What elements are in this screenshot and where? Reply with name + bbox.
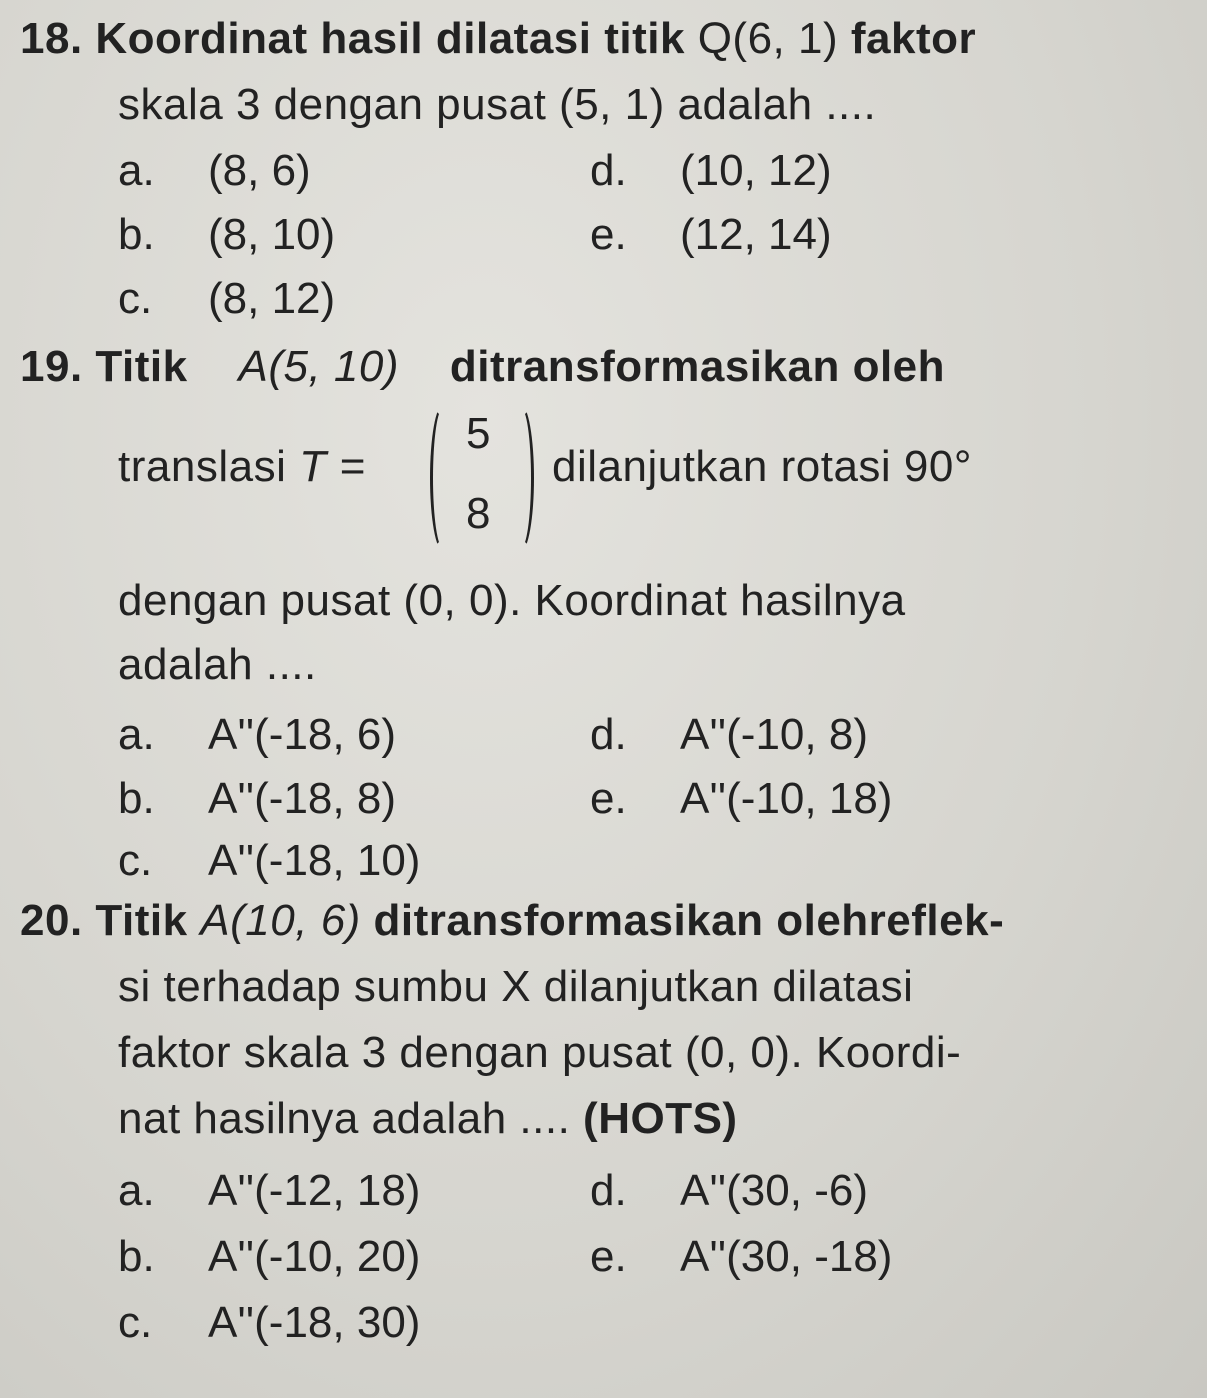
q19-translation-vector [430,405,530,545]
option-text: (10, 12) [680,146,832,195]
q18-option-b[interactable] [118,208,335,262]
q20-text-4: faktor skala 3 dengan pusat (0, 0). Koordi- [118,1028,962,1077]
option-text: (12, 14) [680,210,832,259]
q20-option-b[interactable] [118,1230,420,1284]
option-text: A''(-18, 10) [208,836,421,885]
option-text: A''(-10, 8) [680,710,868,759]
option-letter: d. [590,146,627,195]
hots-tag: (HOTS) [583,1094,738,1143]
q19-text-1: Titik [95,342,188,391]
q18-point: Q(6, 1) [697,14,839,63]
q20-option-c[interactable] [118,1296,420,1350]
option-text: A''(-12, 18) [208,1166,421,1215]
option-letter: a. [118,710,155,759]
option-letter: c. [118,274,153,323]
option-text: (8, 10) [208,210,336,259]
q19-option-d[interactable] [590,708,868,762]
option-letter: d. [590,1166,627,1215]
q20-option-d[interactable] [590,1164,868,1218]
option-letter: b. [118,1232,155,1281]
q19-point: A(5, 10) [238,342,399,391]
q19-option-a[interactable] [118,708,396,762]
q20-line2 [118,960,913,1014]
q20-text-5: nat hasilnya adalah .... [118,1094,571,1143]
q19-text-2: ditransformasikan oleh [449,342,946,391]
q20-option-a[interactable] [118,1164,420,1218]
option-text: A''(-18, 30) [208,1298,421,1347]
q19-line2-post [552,440,972,494]
option-letter: b. [118,774,155,823]
option-text: A''(30, -6) [680,1166,868,1215]
q19-text-3: translasi [118,442,287,491]
vector-top: 5 [466,409,491,458]
q19-text-5: dengan pusat (0, 0). Koordinat hasilnya [118,576,906,625]
option-letter: c. [118,1298,153,1347]
option-letter: d. [590,710,627,759]
q18-text-2: faktor [850,14,977,63]
q18-option-d[interactable] [590,144,832,198]
q20-option-e[interactable] [590,1230,892,1284]
q20-point: A(10, 6) [200,896,361,945]
q19-number: 19. [20,342,83,391]
q18-line2 [118,78,876,132]
q18-text-1: Koordinat hasil dilatasi titik [95,14,685,63]
q19-line4 [118,638,317,692]
option-letter: e. [590,774,627,823]
q19-line3 [118,574,906,628]
q20-line1 [20,894,1004,948]
q19-text-4: dilanjutkan rotasi 90° [552,442,972,491]
q20-line3 [118,1026,961,1080]
q18-option-c[interactable] [118,272,335,326]
option-text: A''(-18, 8) [208,774,396,823]
q20-number: 20. [20,896,83,945]
option-letter: e. [590,210,627,259]
option-letter: a. [118,146,155,195]
q18-number: 18. [20,14,83,63]
left-paren [430,405,456,551]
q19-line1 [20,340,945,394]
option-text: A''(-10, 20) [208,1232,421,1281]
q19-option-c[interactable] [118,834,420,888]
option-text: A''(30, -18) [680,1232,893,1281]
q19-option-b[interactable] [118,772,396,826]
q19-text-6: adalah .... [118,640,317,689]
right-paren [508,405,534,551]
option-text: A''(-10, 18) [680,774,893,823]
q19-translation-var: T = [299,442,366,491]
option-text: A''(-18, 6) [208,710,396,759]
option-letter: e. [590,1232,627,1281]
q20-text-2: ditransformasikan olehreflek- [373,896,1005,945]
option-letter: b. [118,210,155,259]
q18-option-e[interactable] [590,208,832,262]
q19-line2-pre [118,440,365,494]
option-letter: c. [118,836,153,885]
vector-bottom: 8 [466,489,491,538]
q18-text-3: skala 3 dengan pusat (5, 1) adalah .... [118,80,877,129]
q19-option-e[interactable] [590,772,892,826]
q20-text-3: si terhadap sumbu X dilanjutkan dilatasi [118,962,914,1011]
q18-line1 [20,12,976,66]
option-text: (8, 12) [208,274,336,323]
q20-text-1: Titik [95,896,188,945]
q20-line4 [118,1092,738,1146]
option-text: (8, 6) [208,146,311,195]
q18-option-a[interactable] [118,144,311,198]
option-letter: a. [118,1166,155,1215]
